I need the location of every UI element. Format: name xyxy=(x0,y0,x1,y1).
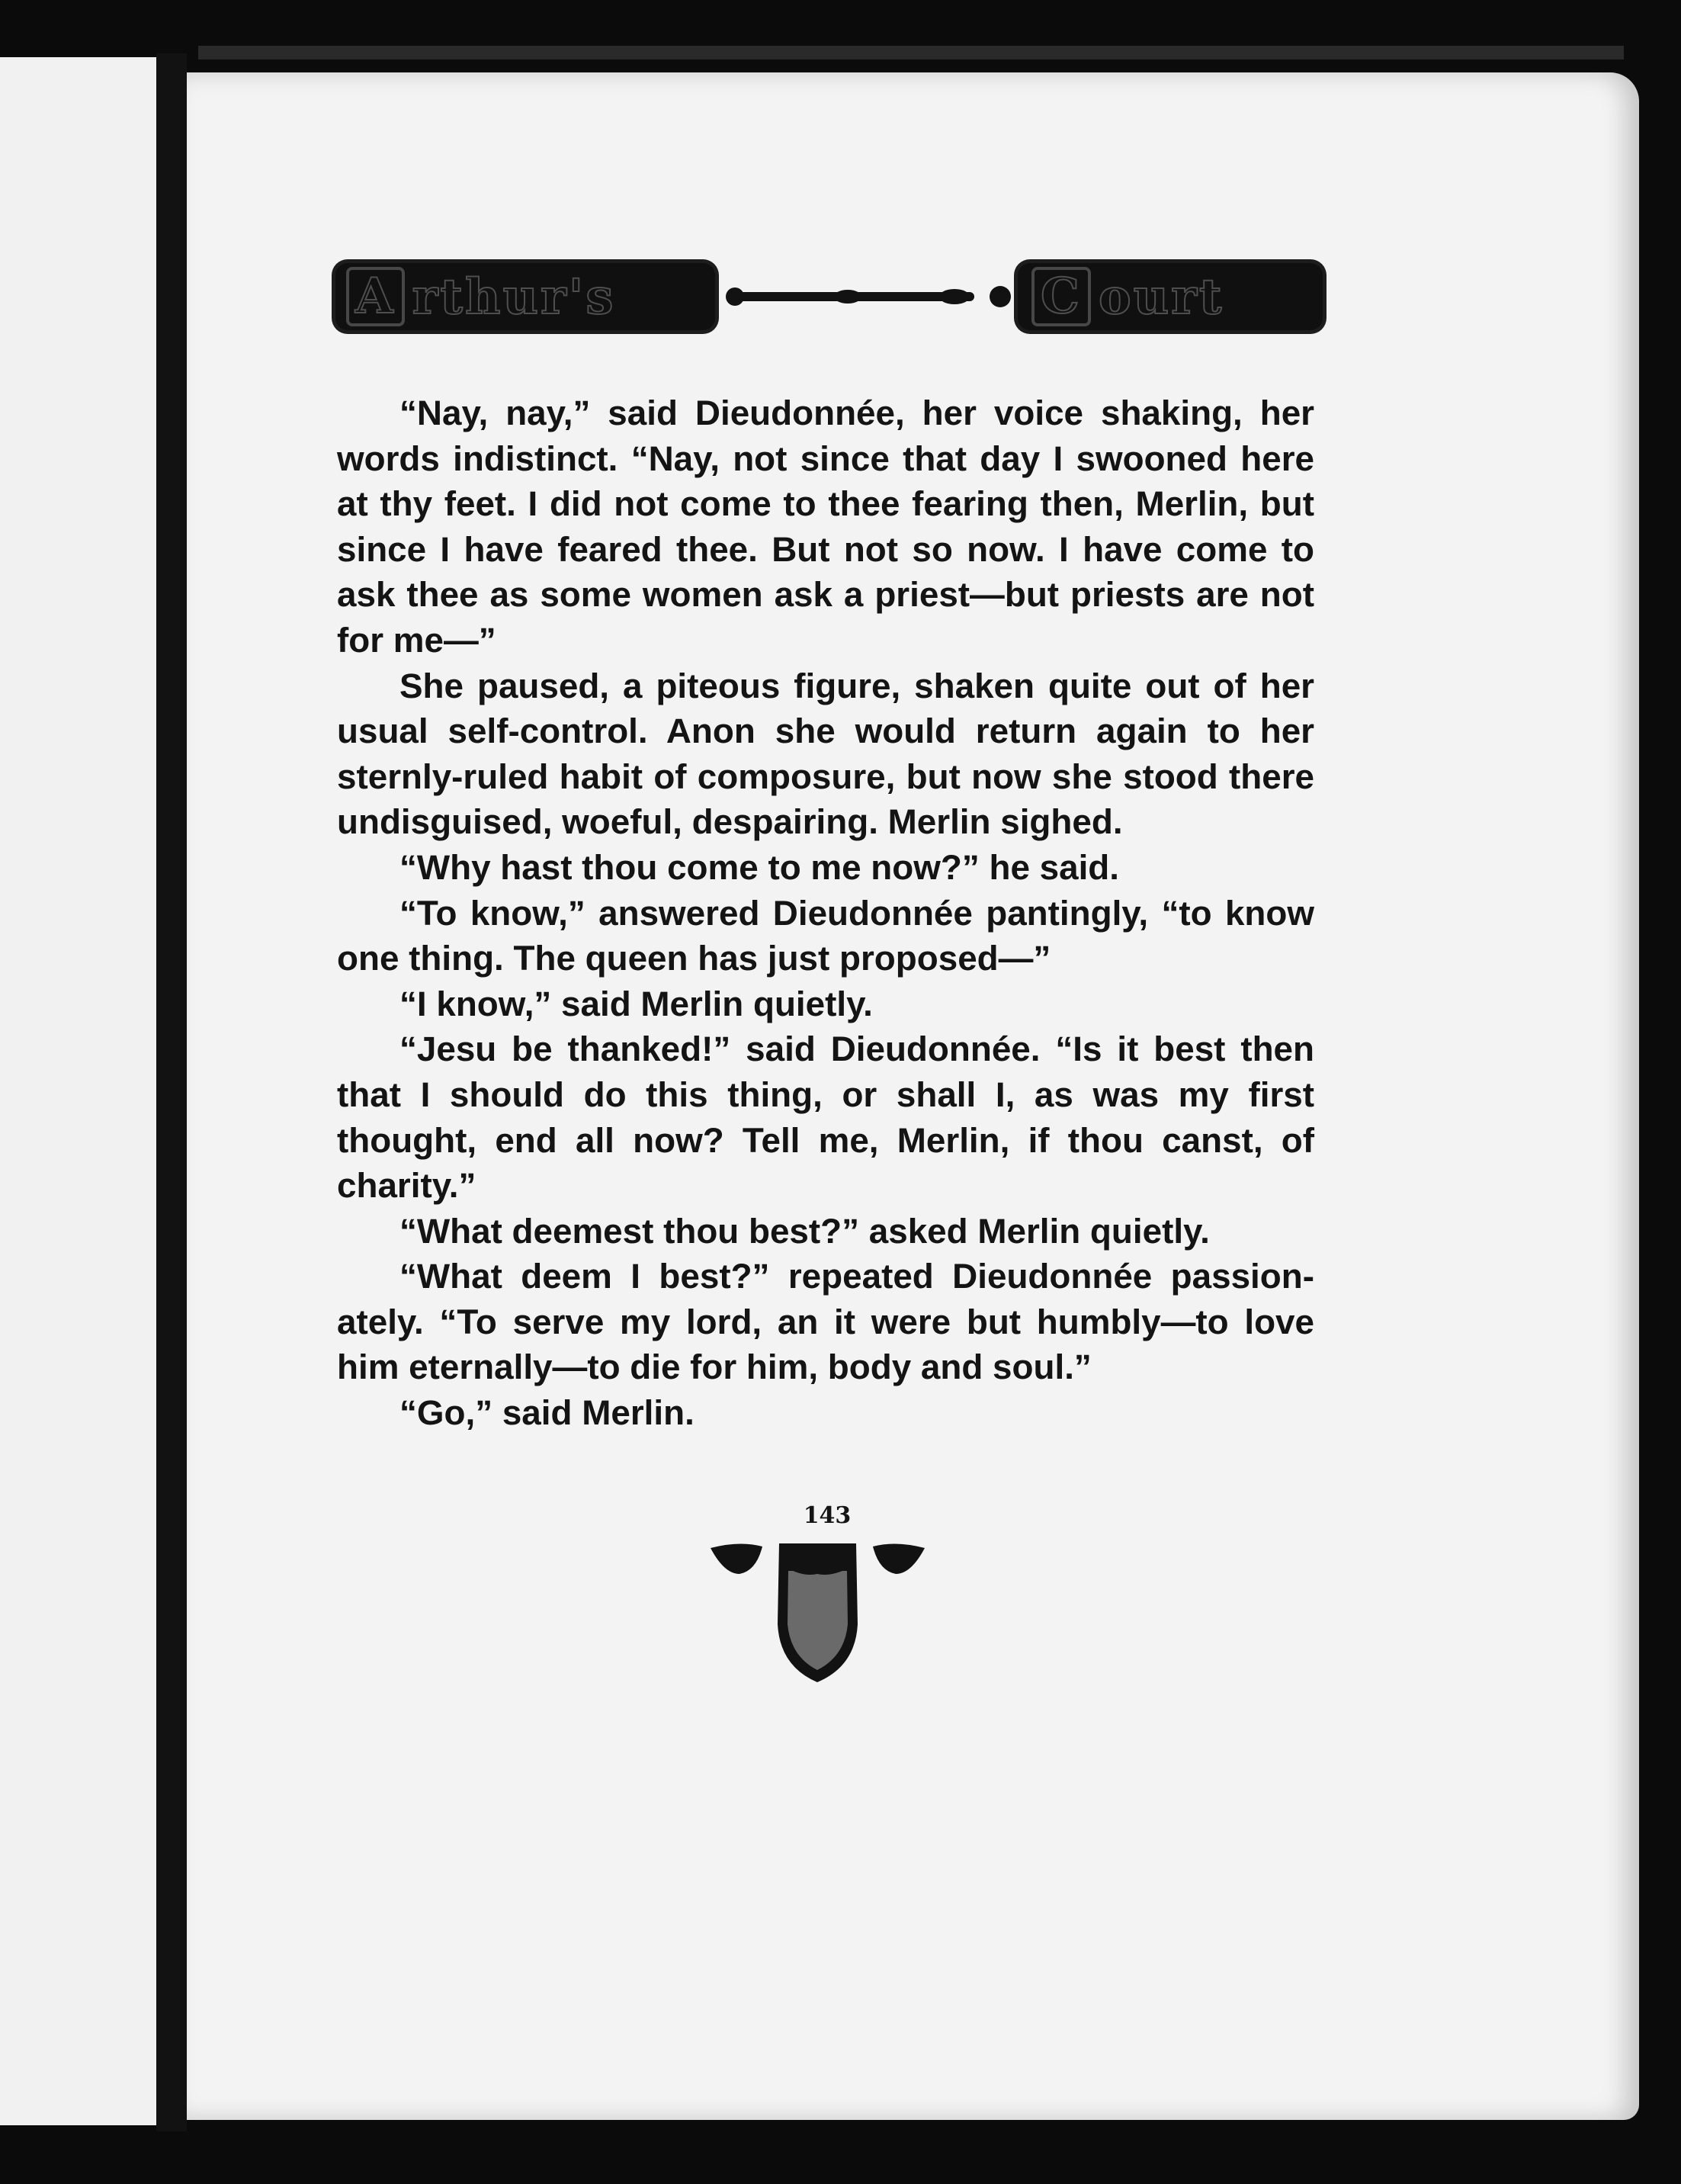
paragraph: “Nay, nay,” said Dieudonnée, her voice shaking, her words indistinct. “Nay, not since that day I swooned here at thy feet. I did not come to thee fearing then, Merlin, but since I have feared thee. But not so now. I have come to ask thee as some women ask a priest—but priests are not for me—” xyxy=(337,393,1314,660)
paragraph: “Why hast thou come to me now?” he said. xyxy=(399,847,1120,887)
header-plaque-left xyxy=(335,263,715,330)
paragraph: “Jesu be thanked!” said Dieudonnée. “Is it best then that I should do this thing, or shall I, as was my first thought, end all now? Tell me, Merlin, if thou canst, of charity.” xyxy=(337,1029,1314,1206)
shield-ornament-icon xyxy=(709,1540,926,1685)
header-word-arthurs: rthur's xyxy=(412,268,616,326)
header-plaque-right xyxy=(1018,263,1323,330)
header-initial-c: C xyxy=(1031,267,1091,326)
paragraph: “To know,” answered Dieudonnée pantingly, “to know one thing. The queen has just proposed—” xyxy=(337,893,1314,978)
book-gutter xyxy=(156,53,187,2131)
page-top-edge xyxy=(198,46,1624,59)
paragraph: “Go,” said Merlin. xyxy=(399,1393,695,1433)
paragraph: “What deem I best?” repeated Dieudonnée passionately. “To serve my lord, an it were but humbly—to love him eternally—to die for him, body and soul.” xyxy=(337,1257,1314,1387)
paragraph: “What deemest thou best?” asked Merlin quietly. xyxy=(399,1211,1210,1251)
facing-page-edge xyxy=(0,57,156,2125)
header-initial-a: A xyxy=(346,267,405,326)
header-word-court: ourt xyxy=(1098,268,1224,326)
body-text xyxy=(337,390,1314,1436)
running-header xyxy=(335,263,1323,333)
paragraph: She paused, a piteous figure, shaken quite out of her usual self-control. Anon she would return again to her sternly-ruled habit of composure, but now she stood there undisguised, woeful, despairing. Merlin sighed. xyxy=(337,666,1314,842)
page-number: 143 xyxy=(803,1502,852,1529)
header-ornamental-bar xyxy=(726,286,1012,307)
paragraph: “I know,” said Merlin quietly. xyxy=(399,984,873,1023)
